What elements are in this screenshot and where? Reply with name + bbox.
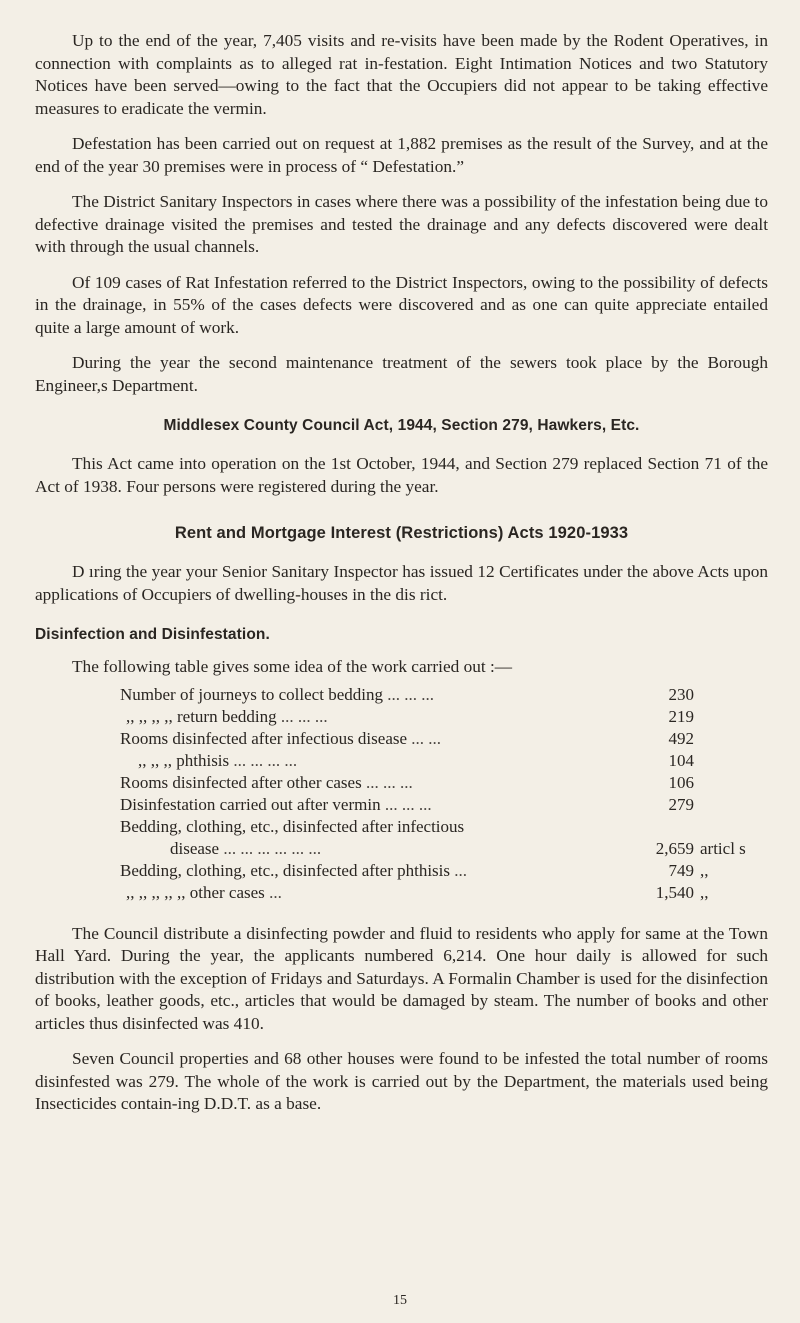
leader-dots: ... ... ...	[382, 684, 434, 704]
row-label: disease	[170, 838, 220, 858]
row-label: Disinfestation carried out after vermin	[120, 794, 381, 814]
row-label: Bedding, clothing, etc., disinfected after phthisis	[120, 860, 451, 880]
table-row	[120, 773, 770, 795]
row-label: ,, ,, ,, ,, ,, other cases	[126, 882, 265, 902]
table-row	[120, 817, 770, 839]
heading-disinfection: Disinfection and Disinfestation.	[35, 626, 270, 643]
table-row	[120, 729, 770, 751]
row-label: Rooms disinfected after infectious disease	[120, 728, 408, 748]
row-unit: ,,	[700, 860, 709, 880]
table-row	[120, 861, 770, 883]
row-label: Rooms disinfected after other cases	[120, 772, 362, 792]
row-label: Number of journeys to collect bedding	[120, 684, 383, 704]
table-row	[120, 707, 770, 729]
paragraph-council-properties: Seven Council properties and 68 other houses were found to be infested the total number of rooms disinfested was 279. The whole of the work is carried out by the Department, the materials used being Insecticides contain-ing D.D.T. as a base.	[35, 1049, 768, 1113]
table-row	[120, 751, 770, 773]
paragraph-council-distribution: The Council distribute a disinfecting powder and fluid to residents who apply for same at the Town Hall Yard. During the year, the applicants numbered 6,214. One hour daily is allowed for such distribution with the exception of Fridays and Saturdays. A Formalin Chamber is used for the disinfection of books, leather goods, etc., articles that would be damaged by steam. The number of books and other articles thus disinfected was 410.	[35, 923, 768, 1033]
table-row	[120, 795, 770, 817]
table-row	[120, 883, 770, 905]
table-row	[120, 839, 770, 861]
row-value: 279	[668, 794, 694, 814]
leader-dots: ... ... ...	[361, 772, 413, 792]
row-unit: ,,	[700, 882, 709, 902]
row-value: 104	[668, 750, 694, 770]
row-value: 230	[668, 684, 694, 704]
row-label: ,, ,, ,, ,, return bedding	[126, 706, 277, 726]
heading-hawkers: Middlesex County Council Act, 1944, Section 279, Hawkers, Etc.	[163, 417, 640, 434]
row-unit: articl s	[700, 838, 746, 858]
row-value: 2,659	[655, 838, 694, 858]
paragraph-defestation: Defestation has been carried out on request at 1,882 premises as the result of the Survey, and at the end of the year 30 premises were in process of “ Defestation.”	[35, 134, 768, 176]
leader-dots: ... ... ...	[380, 794, 432, 814]
paragraph-rent-acts: D ıring the year your Senior Sanitary Inspector has issued 12 Certificates under the above Acts upon applications of Occupiers of dwelling-houses in the dis rict.	[35, 562, 768, 604]
leader-dots: ... ... ... ...	[229, 750, 298, 770]
disinfection-table	[120, 685, 770, 905]
row-label: ,, ,, ,, phthisis	[138, 750, 230, 770]
paragraph-hawkers: This Act came into operation on the 1st October, 1944, and Section 279 replaced Section 71 of the Act of 1938. Four persons were registered during the year.	[35, 454, 768, 496]
leader-dots: ... ... ... ... ... ...	[219, 838, 322, 858]
leader-dots: ... ... ...	[276, 706, 328, 726]
paragraph-rat-cases: Of 109 cases of Rat Infestation referred to the District Inspectors, owing to the possibility of defects in the drainage, in 55% of the cases defects were discovered and as one can quite appreciate entailed quite a large amount of work.	[35, 272, 768, 337]
paragraph-rodent-visits: Up to the end of the year, 7,405 visits and re-visits have been made by the Rodent Operatives, in connection with complaints as to alleged rat in-festation. Eight Intimation Notices and two Statutory Notices have been served—owing to the fact that the Occupiers did not appear to be taking effective measures to eradicate the vermin.	[35, 31, 768, 118]
table-row	[120, 685, 770, 707]
row-value: 492	[668, 728, 694, 748]
leader-dots: ... ...	[407, 728, 442, 748]
paragraph-sewers: During the year the second maintenance treatment of the sewers took place by the Borough Engineer,s Department.	[35, 353, 768, 395]
paragraph-table-intro: The following table gives some idea of the work carried out :—	[72, 657, 513, 676]
row-label: Bedding, clothing, etc., disinfected after infectious	[120, 816, 465, 836]
page-number: 15	[393, 1293, 407, 1308]
row-value: 106	[668, 772, 694, 792]
row-value: 1,540	[655, 882, 694, 902]
leader-dots: ...	[264, 882, 282, 902]
row-value: 749	[668, 860, 694, 880]
row-value: 219	[668, 706, 694, 726]
paragraph-drainage: The District Sanitary Inspectors in cases where there was a possibility of the infestation being due to defective drainage visited the premises and tested the drainage and any defects discovered were dealt with through the usual channels.	[35, 192, 768, 256]
leader-dots: ...	[450, 860, 468, 880]
heading-rent-acts: Rent and Mortgage Interest (Restrictions) Acts 1920-1933	[174, 524, 629, 542]
document-body	[35, 30, 768, 1129]
